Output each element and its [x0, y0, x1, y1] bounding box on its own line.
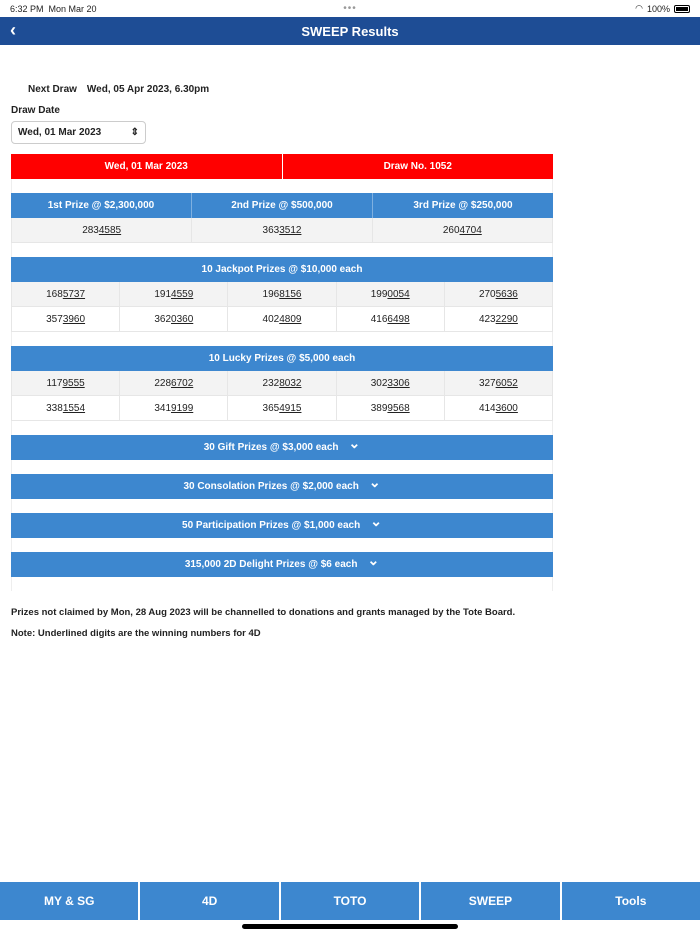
- third-prize-header: 3rd Prize @ $250,000: [413, 200, 513, 211]
- number-prefix: 283: [82, 224, 99, 236]
- draw-info-bar: [11, 154, 553, 179]
- prize-number: [337, 371, 445, 395]
- number-prefix: 232: [262, 377, 280, 389]
- chevron-down-icon: ⌄: [348, 435, 361, 451]
- lucky-title: 10 Lucky Prizes @ $5,000 each: [208, 353, 356, 364]
- tab-4d[interactable]: 4D: [140, 882, 278, 920]
- wifi-icon: ◠: [635, 3, 643, 13]
- prize-number: [11, 218, 192, 242]
- collapsed-prize-section[interactable]: [11, 435, 553, 460]
- prize-number: [228, 307, 336, 331]
- status-bar: [0, 0, 700, 17]
- next-draw-label: Next Draw: [28, 84, 77, 95]
- back-chevron-icon[interactable]: ‹: [10, 20, 16, 40]
- winning-4d-digits: 5636: [495, 288, 518, 300]
- winning-4d-digits: 3512: [279, 224, 302, 236]
- prize-number: [445, 307, 553, 331]
- prize-number: [445, 282, 553, 306]
- number-prefix: 402: [262, 313, 280, 325]
- prize-number: [228, 371, 336, 395]
- prize-number: [192, 218, 372, 242]
- winning-4d-digits: 4704: [459, 224, 482, 236]
- chevron-down-icon: ⌄: [370, 513, 382, 529]
- top-prizes-header: [11, 193, 553, 218]
- prize-row: [11, 282, 553, 307]
- number-prefix: 341: [154, 402, 172, 414]
- chevron-down-icon: ⌄: [368, 474, 381, 490]
- winning-4d-digits: 8156: [279, 288, 302, 300]
- winning-4d-digits: 3600: [495, 402, 518, 414]
- prize-number: [120, 307, 228, 331]
- winning-4d-digits: 8032: [279, 377, 302, 389]
- number-prefix: 389: [370, 402, 388, 414]
- collapsed-prize-section[interactable]: [11, 513, 553, 538]
- prize-number: [11, 371, 120, 395]
- winning-4d-digits: 4915: [279, 402, 302, 414]
- section-title: 50 Participation Prizes @ $1,000 each: [182, 520, 361, 531]
- first-prize-header: 1st Prize @ $2,300,000: [11, 193, 192, 218]
- prize-row: [11, 307, 553, 332]
- prize-row: [11, 396, 553, 421]
- prize-number: [373, 218, 553, 242]
- winning-4d-digits: 6498: [387, 313, 410, 325]
- number-prefix: 414: [478, 402, 496, 414]
- draw-number: Draw No. 1052: [383, 161, 452, 172]
- second-prize-header: 2nd Prize @ $500,000: [192, 193, 373, 218]
- winning-4d-digits: 4585: [98, 224, 122, 236]
- underline-note: Note: Underlined digits are the winning numbers for 4D: [11, 628, 261, 639]
- collapsed-prize-section[interactable]: [11, 474, 553, 499]
- status-time: 6:32 PM: [10, 3, 44, 14]
- lucky-header: [11, 346, 553, 371]
- draw-date: Wed, 01 Mar 2023: [11, 154, 283, 179]
- number-prefix: 168: [46, 288, 63, 300]
- next-draw: [28, 84, 553, 95]
- status-date: Mon Mar 20: [48, 3, 97, 14]
- nav-bar: [0, 17, 700, 45]
- winning-4d-digits: 6052: [495, 377, 518, 389]
- unclaimed-note: Prizes not claimed by Mon, 28 Aug 2023 will be channelled to donations and grants managed by the Tote Board.: [11, 607, 516, 618]
- section-title: 30 Gift Prizes @ $3,000 each: [203, 442, 339, 453]
- prize-number: [337, 282, 445, 306]
- prize-number: [228, 282, 336, 306]
- number-prefix: 228: [154, 377, 172, 389]
- number-prefix: 191: [154, 288, 172, 300]
- winning-4d-digits: 5737: [62, 288, 86, 300]
- number-prefix: 270: [478, 288, 496, 300]
- winning-4d-digits: 4559: [171, 288, 194, 300]
- prize-number: [228, 396, 336, 420]
- prize-number: [120, 282, 228, 306]
- winning-4d-digits: 9568: [387, 402, 410, 414]
- number-prefix: 260: [442, 224, 460, 236]
- top-prizes-row: [11, 218, 553, 243]
- winning-4d-digits: 0360: [171, 313, 194, 325]
- section-title: 315,000 2D Delight Prizes @ $6 each: [184, 559, 358, 570]
- section-title: 30 Consolation Prizes @ $2,000 each: [183, 481, 359, 492]
- prize-row: [11, 371, 553, 396]
- prize-number: [445, 396, 553, 420]
- prize-number: [11, 307, 120, 331]
- jackpot-header: [11, 257, 553, 282]
- number-prefix: 338: [46, 402, 63, 414]
- number-prefix: 362: [154, 313, 172, 325]
- prize-number: [11, 396, 120, 420]
- tab-sweep[interactable]: SWEEP: [421, 882, 559, 920]
- updown-chevron-icon: ⇕: [130, 127, 139, 138]
- number-prefix: 327: [478, 377, 496, 389]
- page-title: SWEEP Results: [301, 23, 399, 39]
- number-prefix: 365: [262, 402, 280, 414]
- winning-4d-digits: 1554: [62, 402, 86, 414]
- prize-number: [120, 396, 228, 420]
- prize-number: [120, 371, 228, 395]
- jackpot-title: 10 Jackpot Prizes @ $10,000 each: [201, 264, 363, 275]
- battery-icon: [674, 5, 690, 13]
- winning-4d-digits: 6702: [171, 377, 194, 389]
- tab-toto[interactable]: TOTO: [281, 882, 419, 920]
- prize-number: [337, 307, 445, 331]
- tab-bar: [0, 882, 700, 920]
- draw-date-select[interactable]: [11, 121, 146, 144]
- winning-4d-digits: 2290: [495, 313, 518, 325]
- collapsed-prize-section[interactable]: [11, 552, 553, 577]
- winning-4d-digits: 3306: [387, 377, 410, 389]
- draw-date-label: Draw Date: [11, 105, 60, 116]
- number-prefix: 357: [46, 313, 63, 325]
- tab-tools[interactable]: Tools: [562, 882, 700, 920]
- draw-date-value: Wed, 01 Mar 2023: [18, 127, 102, 138]
- multitask-dots-icon[interactable]: •••: [343, 3, 357, 14]
- next-draw-value: Wed, 05 Apr 2023, 6.30pm: [86, 84, 210, 95]
- number-prefix: 363: [262, 224, 280, 236]
- winning-4d-digits: 9555: [62, 377, 85, 389]
- battery-percent: 100%: [646, 3, 670, 14]
- winning-4d-digits: 0054: [387, 288, 410, 300]
- chevron-down-icon: ⌄: [367, 552, 380, 568]
- winning-4d-digits: 4809: [279, 313, 302, 325]
- winning-4d-digits: 9199: [171, 402, 194, 414]
- tab-my-sg[interactable]: MY & SG: [0, 882, 138, 920]
- number-prefix: 196: [262, 288, 280, 300]
- prize-number: [445, 371, 553, 395]
- number-prefix: 302: [370, 377, 388, 389]
- winning-4d-digits: 3960: [62, 313, 86, 325]
- home-indicator: [242, 924, 458, 929]
- prize-number: [11, 282, 120, 306]
- prize-number: [337, 396, 445, 420]
- number-prefix: 117: [46, 377, 63, 389]
- number-prefix: 416: [370, 313, 388, 325]
- number-prefix: 423: [478, 313, 496, 325]
- number-prefix: 199: [370, 288, 388, 300]
